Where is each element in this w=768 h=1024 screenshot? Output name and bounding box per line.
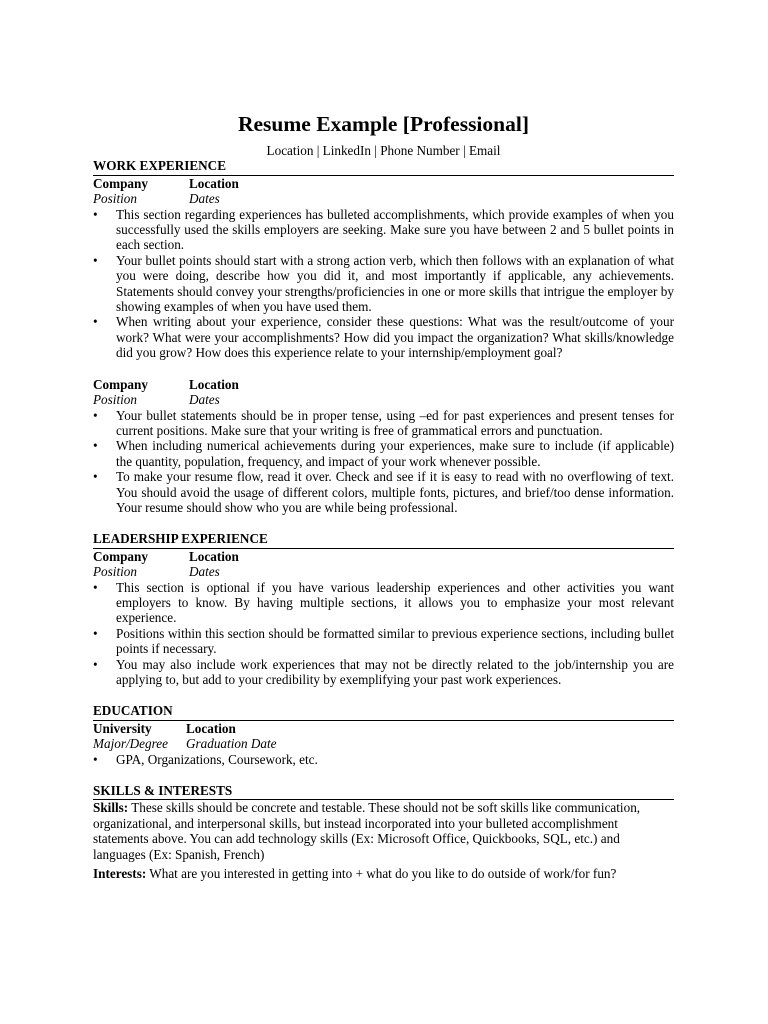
education-entry: [93, 721, 674, 767]
skills-label: Skills:: [93, 800, 129, 816]
list-item: • This section is optional if you have various leadership experiences and other activities you want employers to know. By having multiple sections, it allows you to emphasize your most relevant experience.: [93, 580, 674, 626]
university-location: Location: [186, 720, 236, 736]
skills-heading: SKILLS & INTERESTS: [93, 783, 674, 800]
position-title: Position: [93, 191, 137, 207]
job-header: [93, 176, 674, 191]
company-location: Location: [189, 376, 239, 392]
skills-paragraph: [93, 800, 674, 862]
education-subheader: [93, 736, 674, 751]
resume-content: [93, 111, 674, 881]
job-dates: Dates: [189, 191, 220, 207]
position-title: Position: [93, 564, 137, 580]
work-experience-heading: WORK EXPERIENCE: [93, 158, 674, 175]
job-bullets: [93, 207, 674, 361]
job-subheader: [93, 392, 674, 407]
list-item: • You may also include work experiences that may not be directly related to the job/internship you are applying to, but add to your credibility by exemplifying your past work experiences.: [93, 657, 674, 688]
job-bullets: [93, 408, 674, 516]
job-dates: Dates: [189, 392, 220, 408]
education-bullets: [93, 752, 674, 767]
list-item: • Positions within this section should be formatted similar to previous experience sections, including bullet points if necessary.: [93, 626, 674, 657]
list-item: • Your bullet points should start with a strong action verb, which then follows with an explanation of what you were doing, describe how you did it, and most importantly if applicable, any achievements. Statements should convey your strengths/proficiencies in one or more skills that intrigue the employer by showing examples of when you have used them.: [93, 253, 674, 315]
contact-line: Location | LinkedIn | Phone Number | Email: [266, 143, 501, 158]
company-name: Company: [93, 548, 148, 564]
leadership-bullets: [93, 580, 674, 688]
leadership-heading: LEADERSHIP EXPERIENCE: [93, 531, 674, 548]
company-name: Company: [93, 175, 148, 191]
job-entry-2: [93, 377, 674, 516]
interests-paragraph: [93, 866, 674, 881]
job-subheader: [93, 191, 674, 206]
education-header: [93, 721, 674, 736]
job-subheader: [93, 564, 674, 579]
list-item: • Your bullet statements should be in proper tense, using –ed for past experiences and present tenses for current positions. Make sure that your writing is free of grammatical errors and punctuation.: [93, 408, 674, 439]
interests-label: Interests:: [93, 866, 147, 882]
education-heading: EDUCATION: [93, 703, 674, 720]
interests-text: What are you interested in getting into + what do you like to do outside of work/for fun?: [146, 866, 617, 882]
degree: Major/Degree: [93, 736, 168, 752]
list-item: • When writing about your experience, consider these questions: What was the result/outcome of your work? What were your accomplishments? How did you impact the organization? What skills/knowledge did you grow? How does this experience relate to your internship/employment goal?: [93, 314, 674, 360]
position-title: Position: [93, 392, 137, 408]
resume-title: Resume Example [Professional]: [237, 112, 530, 136]
list-item: • This section regarding experiences has bulleted accomplishments, which provide examples of when you successfully used the skills employers are seeking. Make sure you have between 2 and 5 bullet points in each section.: [93, 207, 674, 253]
university-name: University: [93, 720, 152, 736]
list-item: • To make your resume flow, read it over. Check and see if it is easy to read with no overflowing of text. You should avoid the usage of different colors, multiple fonts, pictures, and brief/too dense information. Your resume should show who you are while being professional.: [93, 469, 674, 515]
list-item: • When including numerical achievements during your experiences, make sure to include (if applicable) the quantity, population, frequency, and impact of your work whenever possible.: [93, 438, 674, 469]
graduation-date: Graduation Date: [186, 736, 277, 752]
job-header: [93, 549, 674, 564]
list-item: • GPA, Organizations, Coursework, etc.: [93, 752, 674, 767]
job-dates: Dates: [189, 564, 220, 580]
job-header: [93, 377, 674, 392]
skills-text: These skills should be concrete and testable. These should not be soft skills like communication, organizational, and interpersonal skills, but instead incorporated into your bulleted accomplishment statements above. You can add technology skills (Ex: Microsoft Office, Quickbooks, SQL, etc.) and languages (Ex: Spanish, French): [93, 800, 641, 862]
job-entry-1: [93, 176, 674, 361]
company-name: Company: [93, 376, 148, 392]
leadership-entry: [93, 549, 674, 688]
company-location: Location: [189, 175, 239, 191]
company-location: Location: [189, 548, 239, 564]
